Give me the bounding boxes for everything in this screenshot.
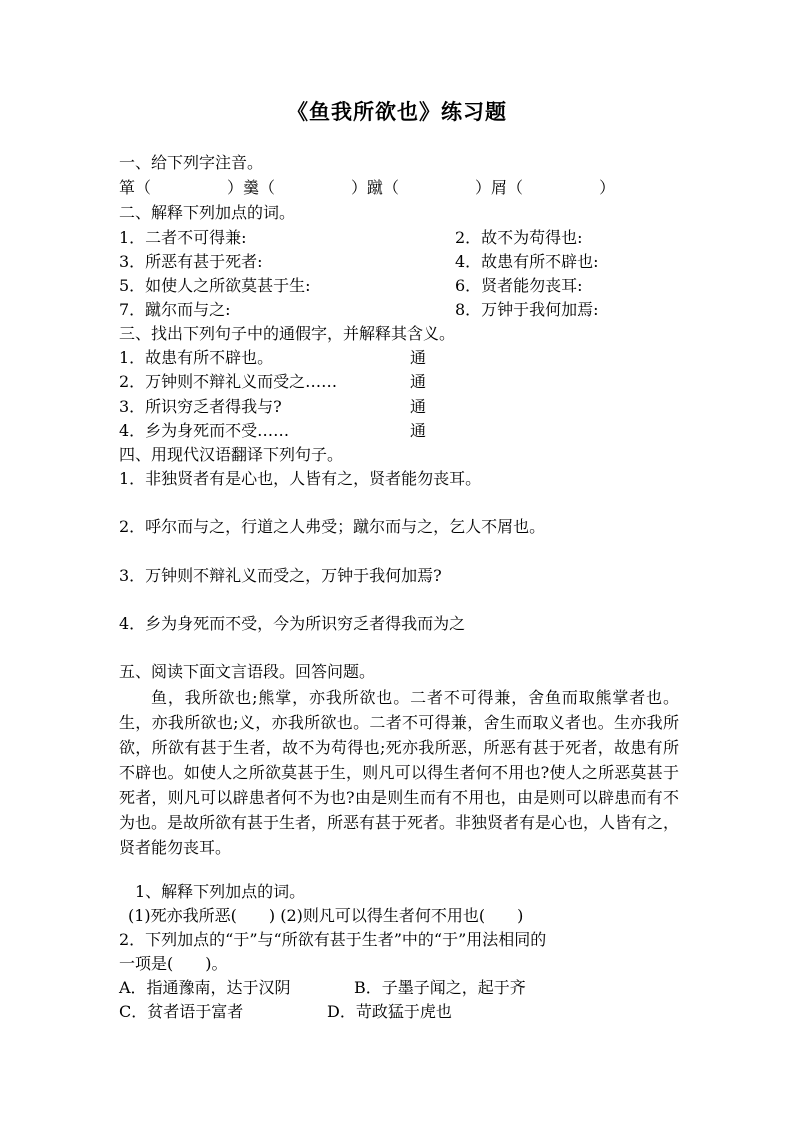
list-item: 1．二者不可得兼: bbox=[119, 228, 247, 247]
option-c: C．贫者语于富者 bbox=[119, 1002, 244, 1021]
section2-heading: 二、解释下列加点的词。 bbox=[119, 203, 296, 222]
tongjia-mark: 通 bbox=[410, 348, 427, 367]
question1-line: (1)死亦我所恶( ) (2)则凡可以得生者何不用也( ) bbox=[128, 906, 524, 925]
list-item: 4．故患有所不辟也: bbox=[455, 252, 599, 271]
list-item: 8．万钟于我何加焉: bbox=[455, 300, 599, 319]
translate-item: 3．万钟则不辩礼义而受之，万钟于我何加焉? bbox=[119, 566, 442, 585]
section1-heading: 一、给下列字注音。 bbox=[119, 153, 264, 172]
list-item: 6．贤者能勿丧耳: bbox=[455, 276, 583, 295]
translate-item: 1．非独贤者有是心也，人皆有之，贤者能勿丧耳。 bbox=[119, 469, 482, 488]
question2-line: 一项是( )。 bbox=[119, 954, 228, 973]
question2-line: 2．下列加点的“于”与“所欲有甚于生者”中的“于”用法相同的 bbox=[119, 930, 547, 949]
list-item: 2．故不为苟得也: bbox=[455, 228, 583, 247]
option-a: A．指通豫南，达于汉阴 bbox=[119, 978, 291, 997]
pinyin-item: ）蹴（ bbox=[351, 178, 400, 197]
option-d: D．苛政猛于虎也 bbox=[327, 1002, 452, 1021]
list-item: 7．蹴尔而与之: bbox=[119, 300, 231, 319]
translate-item: 2．呼尔而与之，行道之人弗受；蹴尔而与之，乞人不屑也。 bbox=[119, 517, 546, 536]
tongjia-mark: 通 bbox=[410, 397, 427, 416]
pinyin-item: ） bbox=[599, 178, 616, 197]
list-item: 5．如使人之所欲莫甚于生: bbox=[119, 276, 311, 295]
list-item: 3．所恶有甚于死者: bbox=[119, 252, 263, 271]
pinyin-item: ）屑（ bbox=[475, 178, 524, 197]
passage-text: 鱼，我所欲也;熊掌，亦我所欲也。二者不可得兼，舍鱼而取熊掌者也。生，亦我所欲也;义，亦我所欲也。二者不可得兼，舍生而取义者也。生亦我所欲，所欲有甚于生者，故不为苟得也;死亦我所恶，所恶有甚于死者，故患有所不辟也。如使人之所欲莫甚于生，则凡可以得生者何不用也?使人之所恶莫甚于死者，则凡可以辟患者何不为也?由是则生而有不用也，由是则可以辟患而有不为也。是故所欲有甚于生者，所恶有甚于死者。非独贤者有是心也，人皆有之，贤者能勿丧耳。 bbox=[119, 688, 680, 857]
list-item: 3．所识穷乏者得我与? bbox=[119, 397, 282, 416]
section3-heading: 三、找出下列句子中的通假字，并解释其含义。 bbox=[119, 324, 456, 343]
question1-heading: 1、解释下列加点的词。 bbox=[135, 882, 306, 901]
list-item: 4．乡为身死而不受…… bbox=[119, 421, 290, 440]
list-item: 1．故患有所不辟也。 bbox=[119, 348, 274, 367]
option-b: B．子墨子闻之，起于齐 bbox=[354, 978, 526, 997]
section5-heading: 五、阅读下面文言语段。回答问题。 bbox=[119, 662, 376, 681]
tongjia-mark: 通 bbox=[410, 372, 427, 391]
list-item: 2．万钟则不辩礼义而受之…… bbox=[119, 372, 338, 391]
pinyin-item: ）羹（ bbox=[227, 178, 276, 197]
tongjia-mark: 通 bbox=[410, 421, 427, 440]
translate-item: 4．乡为身死而不受，今为所识穷乏者得我而为之 bbox=[119, 614, 466, 633]
section4-heading: 四、用现代汉语翻译下列句子。 bbox=[119, 445, 344, 464]
pinyin-item: 箪（ bbox=[119, 178, 152, 197]
pinyin-row bbox=[119, 177, 615, 199]
page-title: 《鱼我所欲也》练习题 bbox=[287, 99, 507, 124]
